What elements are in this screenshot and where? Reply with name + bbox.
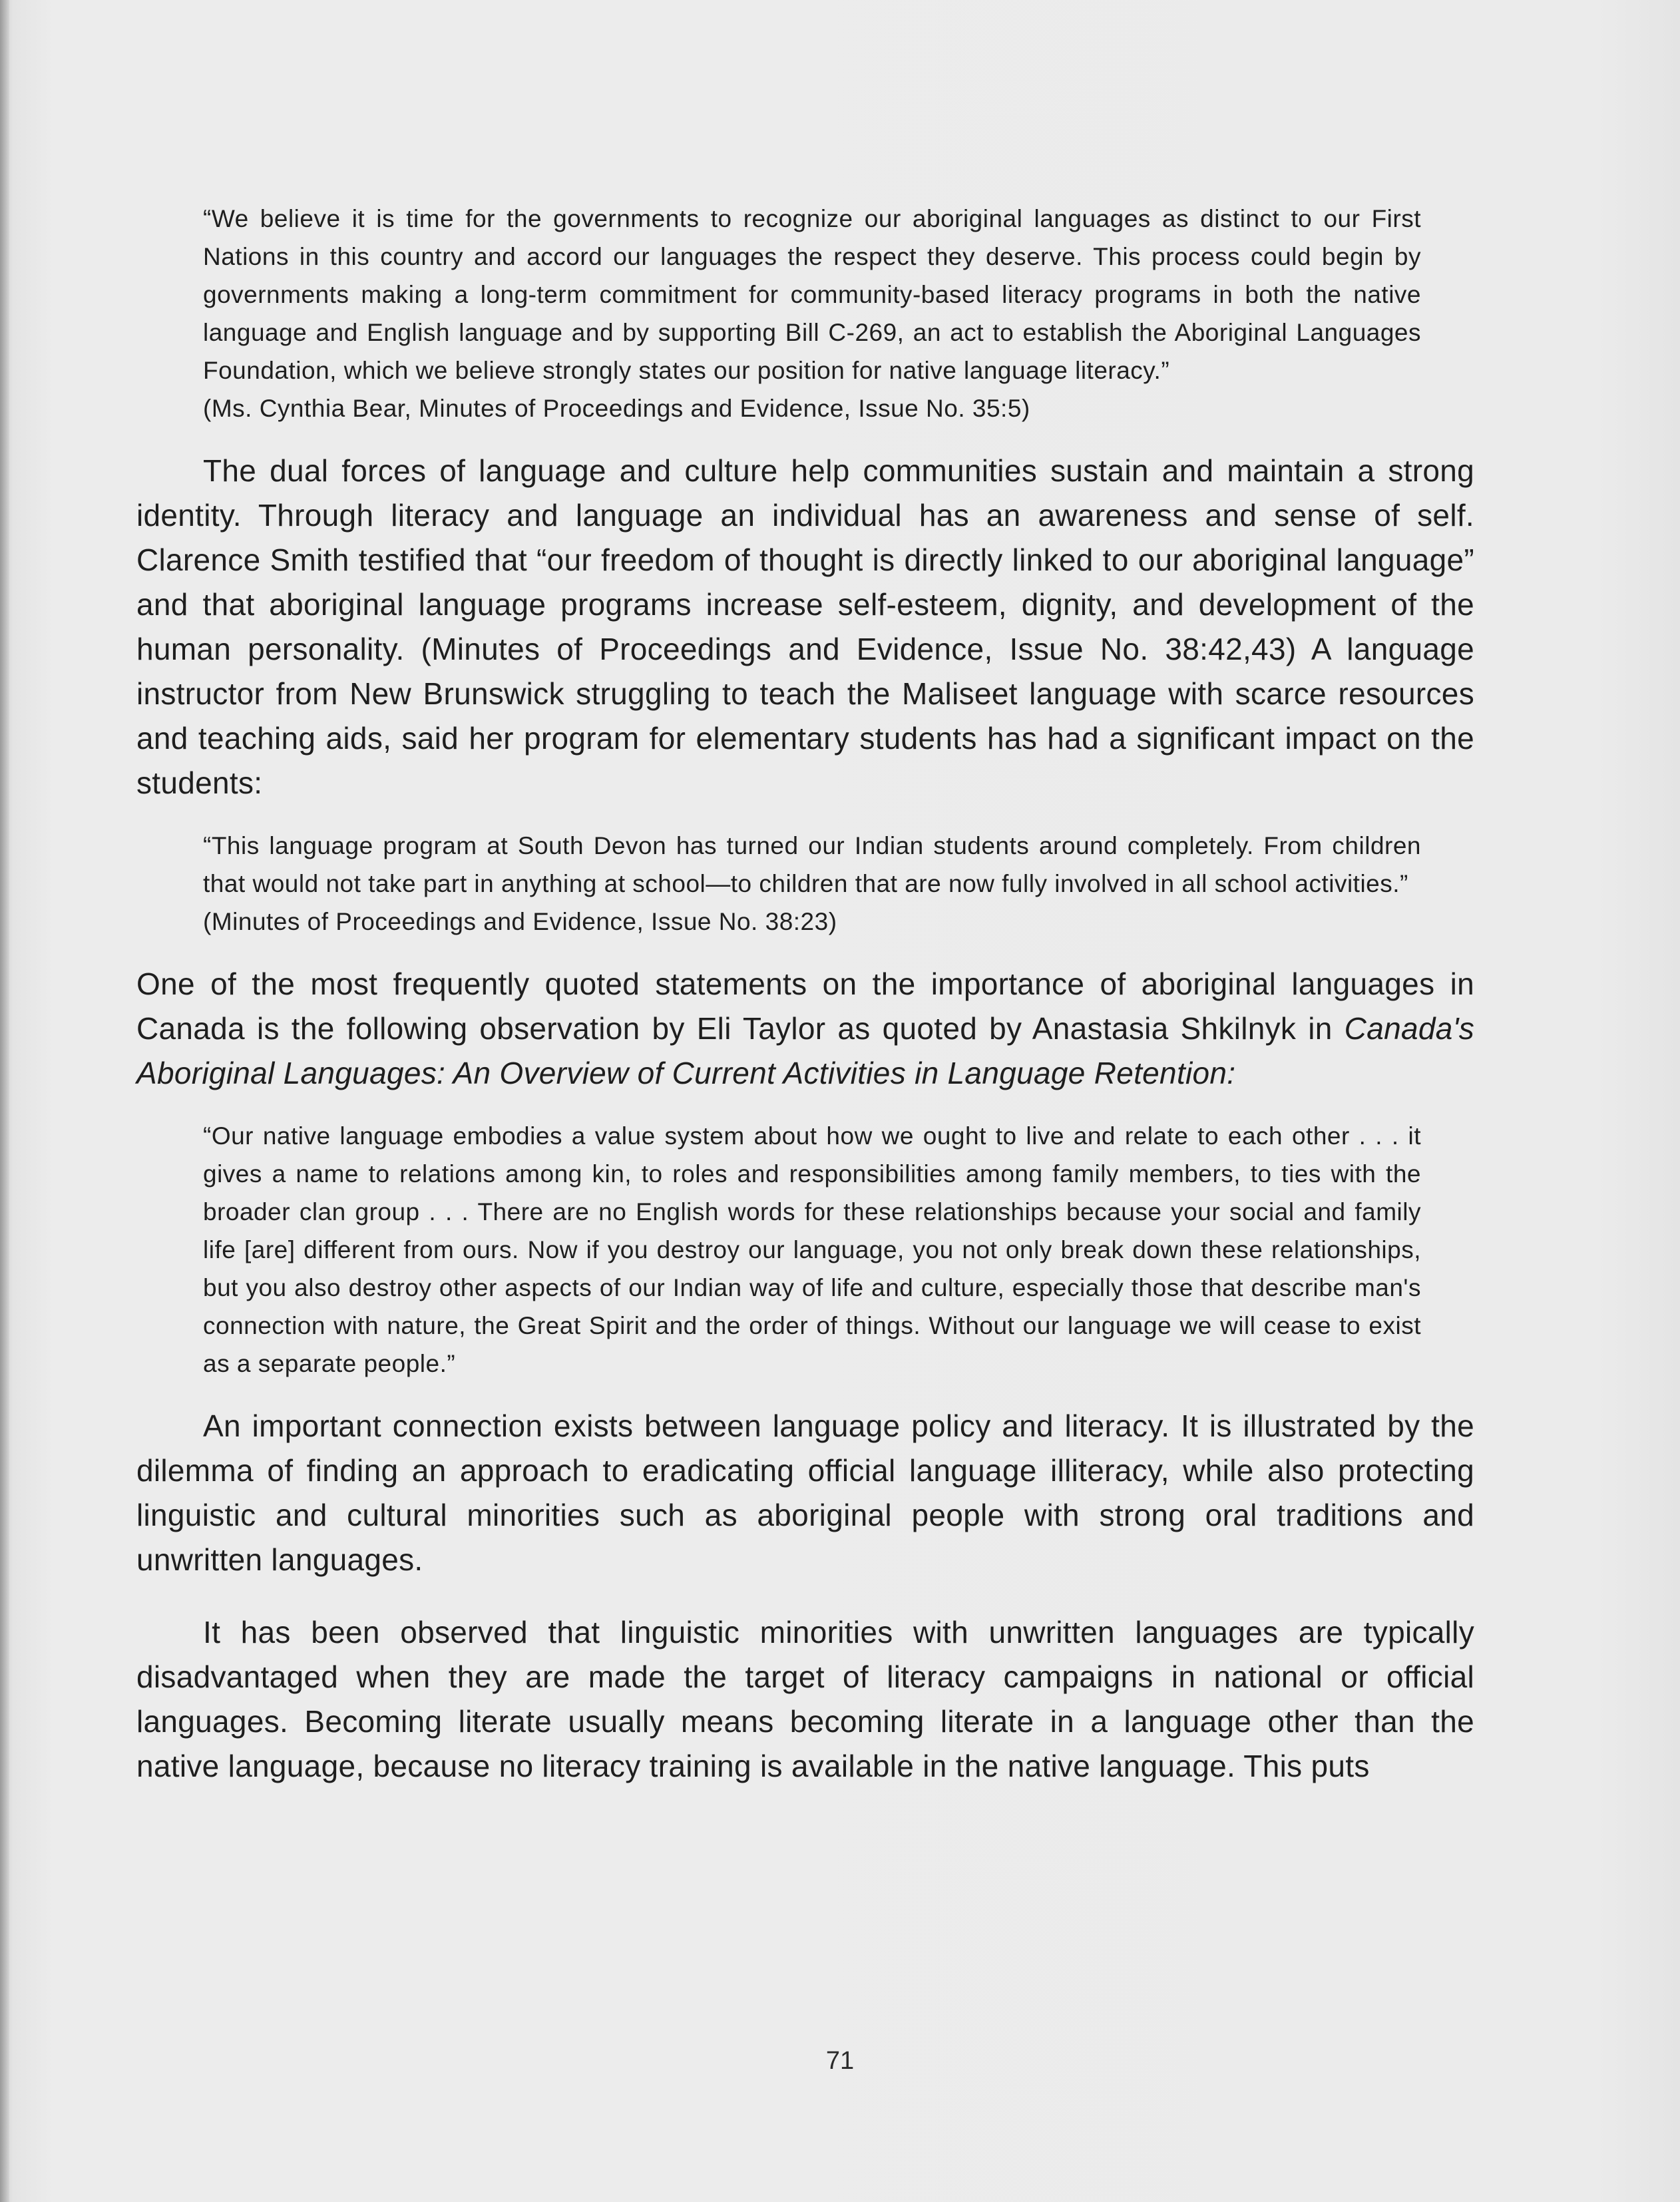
- quote-text: “Our native language embodies a value system about how we ought to live and relate to each other . . . it gives a name to relations among kin, to roles and responsibilities among family members, to ties with the broader clan group . . . There are no English words for these relationships because your social and family life [are] different from ours. Now if you destroy our language, you not only break down these relationships, but you also destroy other aspects of our Indian way of life and culture, especially those that describe man's connection with nature, the Great Spirit and the order of things. Without our language we will cease to exist as a separate people.”: [203, 1122, 1421, 1377]
- body-paragraph: It has been observed that linguistic minorities with unwritten languages are typically disadvantaged when they are made the target of literacy campaigns in national or official languages. Becoming literate usually means becoming literate in a language other than the native language, because no literacy training is available in the native language. This puts: [136, 1615, 1474, 1783]
- quote-citation: (Minutes of Proceedings and Evidence, Issue No. 38:23): [203, 908, 837, 935]
- body-paragraph: [136, 962, 1474, 1096]
- body-paragraph: An important connection exists between language policy and literacy. It is illustrated by the dilemma of finding an approach to eradicating official language illiteracy, while also protecting linguistic and cultural minorities such as aboriginal people with strong oral traditions and unwritten languages.: [136, 1409, 1474, 1577]
- block-quote-south-devon: [203, 827, 1421, 941]
- quote-text: “This language program at South Devon has turned our Indian students around completely. From children that would not take part in anything at school—to children that are now fully involved in all school activities.”: [203, 832, 1421, 897]
- block-quote-eli-taylor: [203, 1117, 1421, 1383]
- quote-text: “We believe it is time for the governments to recognize our aboriginal languages as distinct to our First Nations in this country and accord our languages the respect they deserve. This process could begin by governments making a long-term commitment for community-based literacy programs in both the native language and English language and by supporting Bill C-269, an act to establish the Aboriginal Languages Foundation, which we believe strongly states our position for native language literacy.”: [203, 205, 1421, 384]
- paragraph-lead: One of the most frequently quoted statements on the importance of aboriginal languages in Canada is the following observation by Eli Taylor as quoted by Anastasia Shkilnyk in: [136, 967, 1474, 1046]
- binding-edge: [0, 0, 9, 2202]
- page-content: [136, 200, 1474, 1789]
- book-title: Canada's Aboriginal Languages: An Overview of Current Activities in Language Retention:: [136, 1011, 1474, 1090]
- block-quote-cynthia-bear: [203, 200, 1421, 427]
- quote-citation: (Ms. Cynthia Bear, Minutes of Proceedings and Evidence, Issue No. 35:5): [203, 395, 1030, 422]
- body-paragraph: The dual forces of language and culture help communities sustain and maintain a strong identity. Through literacy and language an individual has an awareness and sense of self. Clarence Smith testified that “our freedom of thought is directly linked to our aboriginal language” and that aboriginal language programs increase self-esteem, dignity, and development of the human personality. (Minutes of Proceedings and Evidence, Issue No. 38:42,43) A language instructor from New Brunswick struggling to teach the Maliseet language with scarce resources and teaching aids, said her program for elementary students has had a significant impact on the students:: [136, 453, 1474, 800]
- page-number: 71: [825, 2047, 855, 2075]
